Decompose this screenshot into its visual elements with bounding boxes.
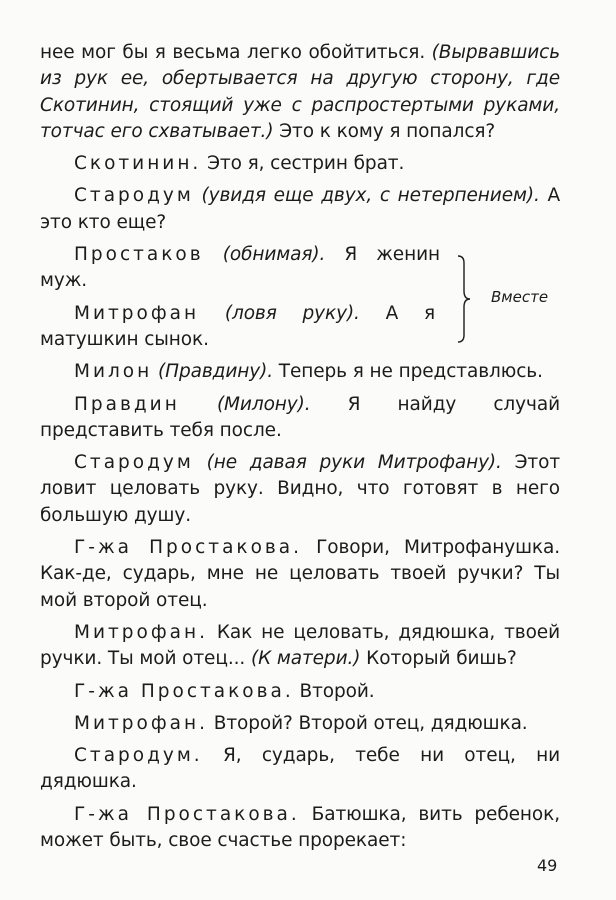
dialogue-text: Батюшка, вить ребенок, может быть, свое счастье прорекает: — [40, 803, 560, 852]
speaker-name: Стародум — [74, 185, 194, 207]
stage-direction: (ловя руку). — [224, 302, 360, 324]
speaker-name: Скотинин. — [74, 153, 202, 175]
paragraph — [40, 392, 560, 445]
dialogue-text: Я женин муж. — [40, 244, 440, 292]
dialogue-text: Как не целовать, дядюшка, твоей ручки. Ты мой отец... — [40, 621, 560, 670]
page-number: 49 — [537, 856, 558, 875]
speaker-name: Стародум. — [74, 745, 203, 767]
dialogue-text: Второй. — [293, 680, 375, 702]
dialogue-text: Говори, Митрофанушка. Как-де, сударь, мне не целовать твоей ручки? Ты мой второй отец. — [40, 537, 560, 611]
speaker-name: Митрофан — [74, 302, 200, 324]
page-text — [40, 40, 560, 860]
stage-direction: (обнимая). — [222, 244, 326, 266]
paragraph — [40, 40, 560, 145]
paragraph — [40, 301, 435, 354]
dialogue-text: нее мог бы я весьма легко обойтиться. — [40, 42, 432, 63]
stage-direction: (Милону). — [216, 393, 311, 415]
dialogue-text: Я, сударь, тебе ни отец, ни дядюшка. — [40, 745, 560, 793]
stage-direction: (не давая руки Митрофану). — [206, 452, 502, 474]
speaker-name: Простаков — [74, 244, 204, 266]
stage-direction: (увидя еще двух, с нетерпением). — [201, 185, 540, 207]
paragraph — [40, 679, 560, 705]
stage-direction: (Правдину). — [158, 361, 273, 383]
paragraph — [40, 711, 560, 737]
speaker-name: Стародум — [74, 452, 194, 474]
paragraph — [40, 620, 560, 673]
speaker-name: Г-жа Простакова. — [74, 537, 303, 559]
speaker-name: Митрофан. — [74, 621, 208, 643]
paragraph — [40, 802, 560, 855]
dialogue-text — [194, 185, 202, 206]
dialogue-text: А я матушкин сынок. — [40, 302, 435, 350]
dialogue-text: Второй? Второй отец, дядюшка. — [207, 712, 528, 734]
speaker-name: Г-жа Простакова. — [74, 680, 294, 702]
speaker-name: Митрофан. — [74, 712, 208, 734]
speaker-name: Милон — [74, 361, 153, 383]
paragraph — [40, 743, 560, 796]
dialogue-text: Который бишь? — [360, 648, 517, 670]
paragraph — [40, 151, 560, 177]
dialogue-text — [204, 244, 223, 265]
dialogue-text: Я найду случай представить тебя после. — [40, 393, 560, 441]
speaker-name: Правдин — [74, 393, 180, 415]
stage-direction: (К матери.) — [250, 648, 361, 670]
dialogue-text: Этот ловит целовать руку. Видно, что готовят в него большую душу. — [40, 452, 560, 526]
paragraph — [40, 242, 440, 295]
paragraph — [40, 450, 560, 529]
speaker-name: Г-жа Простакова. — [74, 803, 300, 825]
dialogue-text — [180, 394, 217, 415]
paragraph — [40, 359, 560, 385]
dialogue-text — [199, 303, 225, 324]
dialogue-text: А это кто еще? — [40, 185, 561, 233]
dialogue-text: Это я, сестрин брат. — [201, 153, 405, 175]
paragraph — [40, 183, 560, 236]
side-note: Вместе — [491, 288, 549, 306]
paragraph — [40, 535, 560, 614]
stage-direction: (Вырвавшись из рук ее, обертывается на другую сторону, где Скотинин, стоящий уже с распростертыми руками, тотчас его схватывает.) — [40, 42, 560, 142]
brace-icon — [457, 255, 471, 343]
dialogue-text: Это к кому я попался? — [273, 120, 496, 142]
dialogue-text: Теперь я не представлюсь. — [272, 361, 543, 383]
dialogue-text — [194, 452, 207, 473]
